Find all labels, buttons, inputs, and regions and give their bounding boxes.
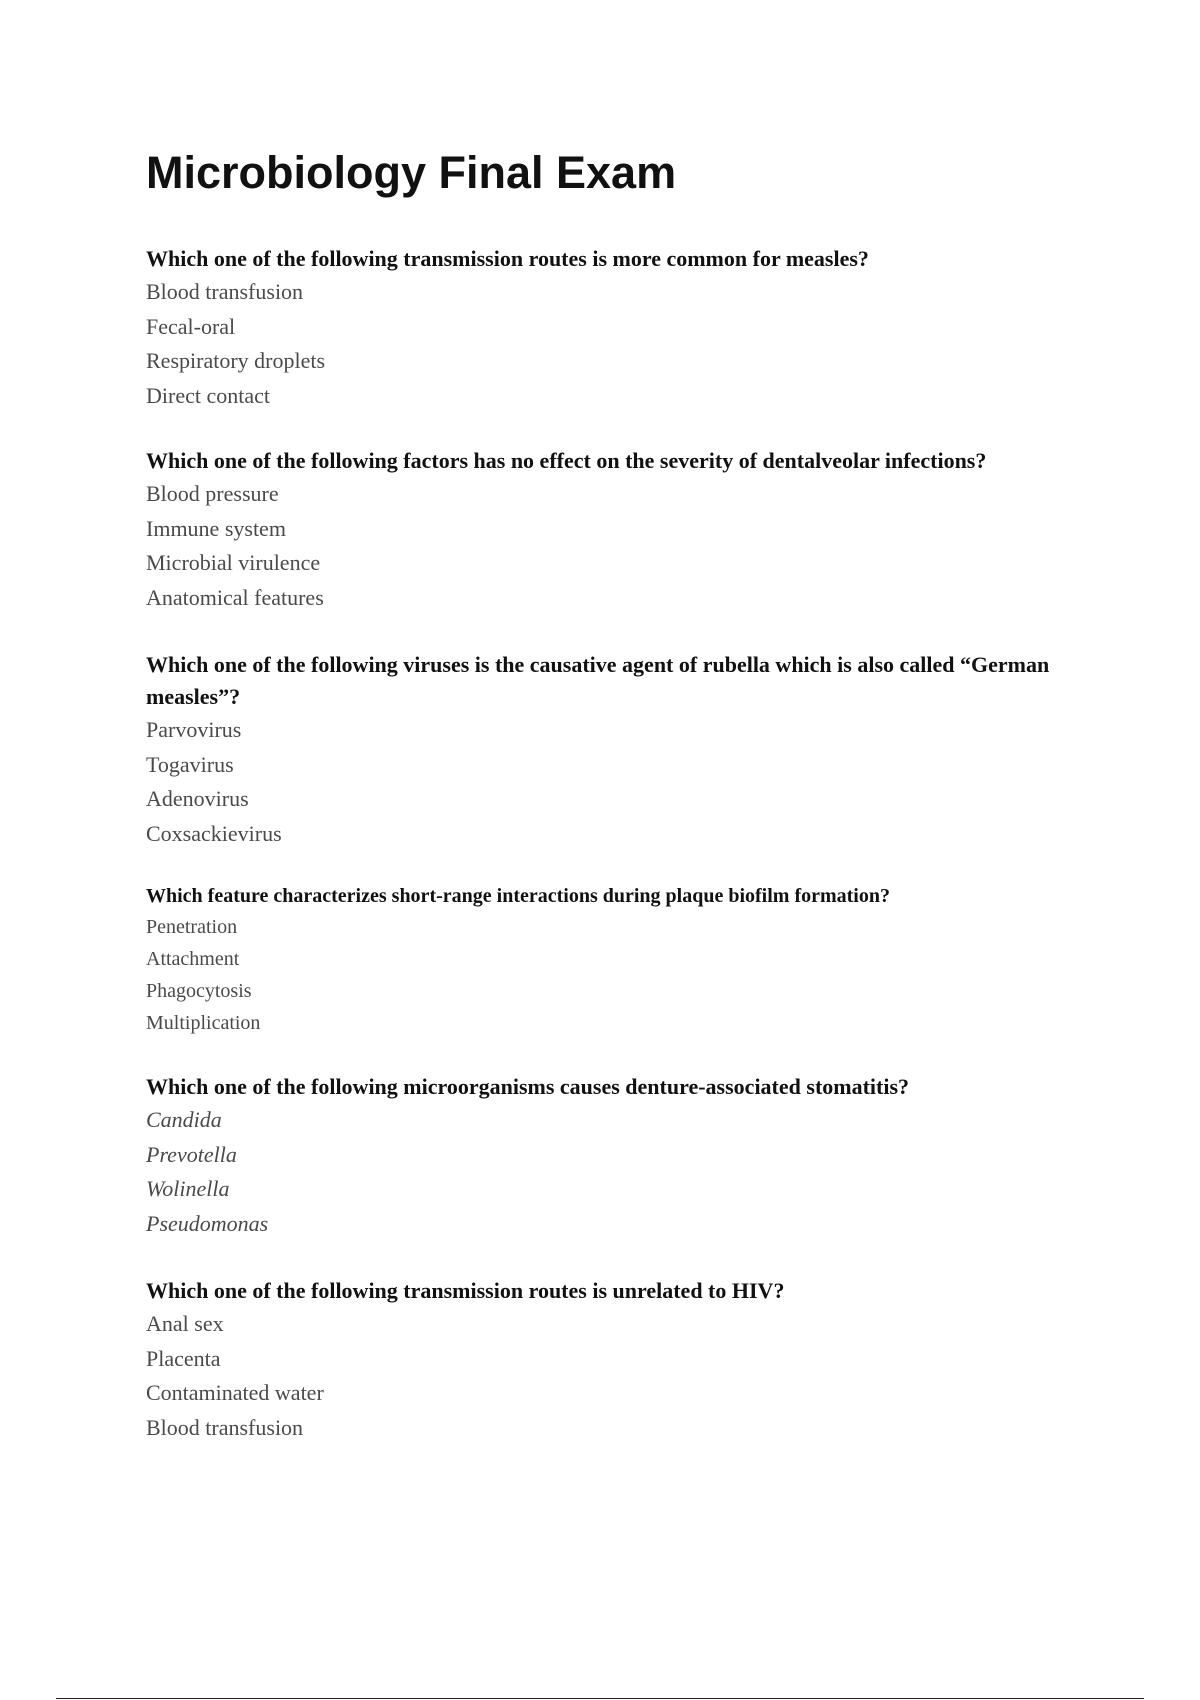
answer-option: Parvovirus — [146, 717, 242, 742]
answer-option: Immune system — [146, 515, 286, 541]
answer-option: Multiplication — [146, 1012, 261, 1034]
answer-options — [146, 477, 1086, 615]
question-4 — [146, 881, 1086, 1039]
answer-option: Contaminated water — [146, 1380, 324, 1405]
answer-option: Fecal-oral — [146, 313, 236, 339]
answer-option: Adenovirus — [146, 786, 249, 811]
answer-option: Phagocytosis — [146, 980, 252, 1002]
answer-option: Wolinella — [146, 1176, 230, 1201]
footer-divider — [56, 1698, 1144, 1699]
answer-option: Prevotella — [146, 1141, 237, 1167]
answer-options — [146, 1307, 1086, 1445]
question-text: Which feature characterizes short-range interactions during plaque biofilm formation? — [146, 885, 890, 907]
question-6 — [146, 1275, 1086, 1445]
answer-option: Blood pressure — [146, 481, 279, 506]
answer-option: Attachment — [146, 948, 240, 970]
page-title: Microbiology Final Exam — [146, 147, 677, 198]
question-text: Which one of the following factors has no effect on the severity of dentalveolar infections? — [146, 448, 987, 473]
question-text: Which one of the following viruses is the causative agent of rubella which is also called “German measles”? — [146, 652, 1050, 709]
answer-option: Microbial virulence — [146, 550, 321, 575]
answer-option: Coxsackievirus — [146, 820, 282, 846]
question-5 — [146, 1071, 1086, 1241]
answer-option: Respiratory droplets — [146, 348, 326, 373]
answer-option: Candida — [146, 1107, 222, 1132]
answer-option: Togavirus — [146, 751, 234, 777]
answer-options — [146, 275, 1086, 413]
answer-option: Direct contact — [146, 382, 270, 408]
answer-option: Placenta — [146, 1345, 221, 1371]
question-text: Which one of the following transmission routes is more common for measles? — [146, 246, 869, 271]
answer-options — [146, 1103, 1086, 1241]
question-3 — [146, 649, 1086, 851]
question-1 — [146, 243, 1086, 413]
answer-options — [146, 911, 1086, 1039]
question-text: Which one of the following microorganisms causes denture-associated stomatitis? — [146, 1074, 910, 1099]
question-text: Which one of the following transmission routes is unrelated to HIV? — [146, 1278, 785, 1303]
answer-option: Anal sex — [146, 1311, 224, 1336]
answer-option: Anatomical features — [146, 584, 324, 610]
answer-option: Blood transfusion — [146, 279, 304, 304]
answer-option: Blood transfusion — [146, 1414, 304, 1440]
question-2 — [146, 445, 1086, 615]
answer-option: Pseudomonas — [146, 1210, 269, 1236]
answer-option: Penetration — [146, 916, 238, 938]
answer-options — [146, 713, 1086, 851]
